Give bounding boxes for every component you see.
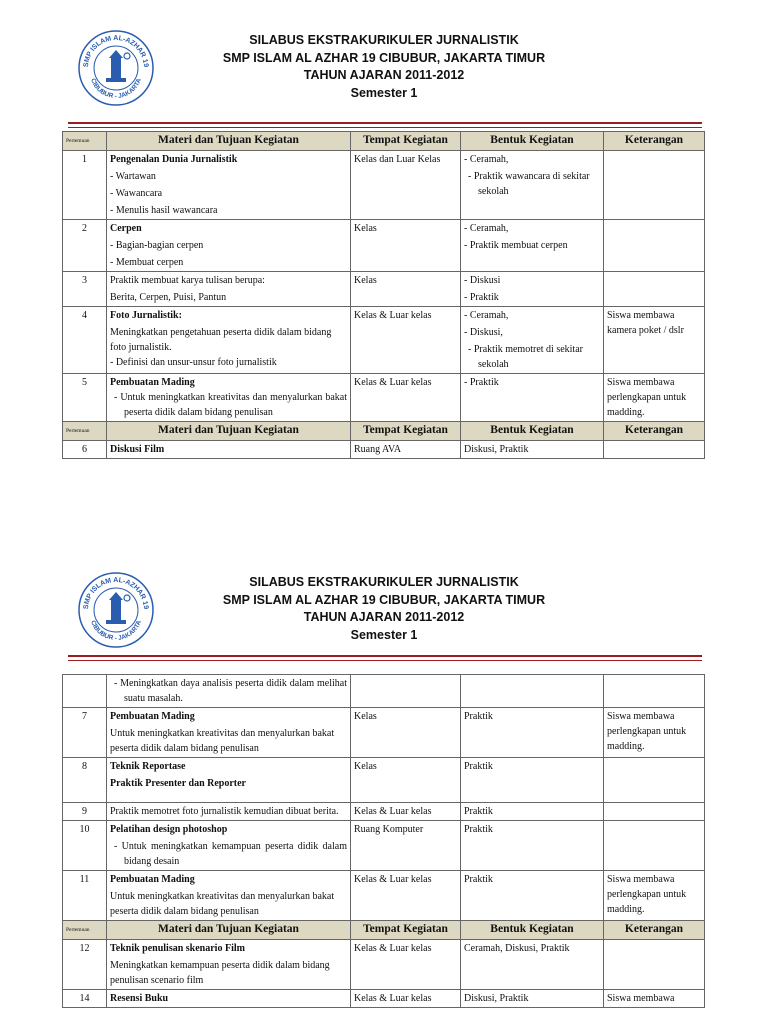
bentuk-cell: Praktik (461, 871, 604, 921)
bentuk-cell: Ceramah, Diskusi, Praktik (461, 940, 604, 990)
row-number: 14 (63, 990, 107, 1008)
tempat-cell: Kelas & Luar kelas (351, 940, 461, 990)
materi-cell (107, 758, 351, 803)
table-header-row (63, 132, 705, 151)
bentuk-cell (461, 675, 604, 708)
table-row (63, 821, 705, 871)
page-header (0, 562, 768, 672)
col-bentuk: Bentuk Kegiatan (461, 921, 604, 940)
row-number: 10 (63, 821, 107, 871)
table-header-row (63, 422, 705, 441)
topic-title: Cerpen (110, 223, 142, 234)
title-line-1: SILABUS EKSTRAKURIKULER JURNALISTIK (249, 575, 519, 589)
bentuk-cell: Praktik (461, 803, 604, 821)
row-number: 8 (63, 758, 107, 803)
materi-cell (107, 871, 351, 921)
activity-item: - Praktik memotret di sekitar sekolah (468, 344, 583, 370)
school-logo (76, 570, 156, 650)
col-pertemuan: Pertemuan (63, 132, 107, 151)
activity-item: - Ceramah, (464, 223, 509, 234)
row-number: 2 (63, 220, 107, 272)
topic-point: Meningkatkan kemampuan peserta didik dalam bidang penulisan scenario film (110, 960, 330, 986)
topic-title: Pelatihan design photoshop (110, 824, 228, 835)
materi-cell (107, 708, 351, 758)
topic-point: Berita, Cerpen, Puisi, Pantun (110, 292, 227, 303)
materi-cell (107, 940, 351, 990)
keterangan-cell (604, 675, 705, 708)
activity-item: - Diskusi, (464, 327, 503, 338)
col-tempat: Tempat Kegiatan (351, 132, 461, 151)
topic-title: Foto Jurnalistik: (110, 310, 182, 321)
keterangan-cell: Siswa membawa (604, 990, 705, 1008)
table-row (63, 871, 705, 921)
col-materi: Materi dan Tujuan Kegiatan (107, 921, 351, 940)
topic-point: - Wartawan (110, 171, 156, 182)
table-row (63, 307, 705, 374)
tempat-cell: Kelas & Luar kelas (351, 990, 461, 1008)
activity-item: - Praktik (464, 292, 499, 303)
keterangan-cell (604, 151, 705, 220)
row-number: 11 (63, 871, 107, 921)
bentuk-cell (461, 220, 604, 272)
materi-cell (107, 220, 351, 272)
keterangan-cell (604, 272, 705, 307)
row-number: 3 (63, 272, 107, 307)
tempat-cell: Kelas (351, 272, 461, 307)
keterangan-cell (604, 441, 705, 459)
col-materi: Materi dan Tujuan Kegiatan (107, 422, 351, 441)
table-row (63, 990, 705, 1008)
title-line-1: SILABUS EKSTRAKURIKULER JURNALISTIK (249, 33, 519, 47)
activity-item: - Ceramah, (464, 310, 509, 321)
row-number: 4 (63, 307, 107, 374)
bentuk-cell (461, 374, 604, 422)
document-title (180, 574, 588, 644)
header-divider (68, 655, 702, 661)
svg-text:SMP ISLAM AL-AZHAR 19: SMP ISLAM AL-AZHAR 19 (82, 34, 150, 68)
header-divider (68, 122, 702, 128)
row-number (63, 675, 107, 708)
materi-cell (107, 821, 351, 871)
topic-title: Praktik Presenter dan Reporter (110, 778, 246, 789)
col-tempat: Tempat Kegiatan (351, 422, 461, 441)
topic-point: Praktik membuat karya tulisan berupa: (110, 275, 265, 286)
col-pertemuan: Pertemuan (63, 422, 107, 441)
title-line-4: Semester 1 (350, 627, 418, 642)
materi-cell (107, 272, 351, 307)
table-row (63, 708, 705, 758)
activity-item: - Praktik wawancara di sekitar sekolah (468, 171, 590, 197)
table-row (63, 441, 705, 459)
school-logo (76, 28, 156, 108)
materi-cell (107, 307, 351, 374)
row-number: 1 (63, 151, 107, 220)
bentuk-cell (461, 272, 604, 307)
title-line-2: SMP ISLAM AL AZHAR 19 CIBUBUR, JAKARTA TIMUR (222, 50, 546, 65)
topic-title: Pembuatan Mading (110, 874, 195, 885)
col-bentuk: Bentuk Kegiatan (461, 132, 604, 151)
row-number: 12 (63, 940, 107, 990)
keterangan-cell (604, 803, 705, 821)
col-pertemuan: Pertemuan (63, 921, 107, 940)
materi-cell (107, 151, 351, 220)
title-line-2: SMP ISLAM AL AZHAR 19 CIBUBUR, JAKARTA TIMUR (222, 592, 546, 607)
activity-item: - Praktik (464, 377, 499, 388)
tempat-cell: Ruang AVA (351, 441, 461, 459)
table-row (63, 803, 705, 821)
table-row (63, 151, 705, 220)
materi-cell (107, 803, 351, 821)
col-bentuk: Bentuk Kegiatan (461, 422, 604, 441)
topic-point: Meningkatkan pengetahuan peserta didik dalam bidang foto jurnalistik. (110, 327, 332, 353)
title-line-3: TAHUN AJARAN 2011-2012 (303, 68, 465, 82)
materi-cell (107, 441, 351, 459)
row-number: 5 (63, 374, 107, 422)
col-keterangan: Keterangan (604, 921, 705, 940)
tempat-cell: Kelas & Luar kelas (351, 307, 461, 374)
row-number: 9 (63, 803, 107, 821)
bentuk-cell: Diskusi, Praktik (461, 441, 604, 459)
keterangan-cell (604, 758, 705, 803)
table-row (63, 675, 705, 708)
topic-point: - Untuk meningkatkan kreativitas dan menyalurkan bakat peserta didik dalam bidang penulisan (114, 392, 347, 418)
tempat-cell: Kelas (351, 220, 461, 272)
keterangan-cell (604, 220, 705, 272)
tempat-cell: Kelas & Luar kelas (351, 803, 461, 821)
keterangan-cell (604, 940, 705, 990)
activity-item: - Diskusi (464, 275, 501, 286)
bentuk-cell: Praktik (461, 708, 604, 758)
row-number: 7 (63, 708, 107, 758)
tempat-cell (351, 675, 461, 708)
activity-item: - Ceramah, (464, 154, 509, 165)
materi-cell (107, 675, 351, 708)
topic-point: Untuk meningkatkan kreativitas dan menyalurkan bakat peserta didik dalam bidang penulisan (110, 728, 335, 754)
col-tempat: Tempat Kegiatan (351, 921, 461, 940)
topic-point: - Bagian-bagian cerpen (110, 240, 204, 251)
topic-point: - Untuk meningkatkan kemampuan peserta didik dalam bidang desain (114, 841, 347, 867)
tempat-cell: Kelas dan Luar Kelas (351, 151, 461, 220)
topic-point: - Menulis hasil wawancara (110, 205, 218, 216)
col-materi: Materi dan Tujuan Kegiatan (107, 132, 351, 151)
table-header-row (63, 921, 705, 940)
keterangan-cell: Siswa membawa kamera poket / dslr (604, 307, 705, 374)
materi-cell (107, 374, 351, 422)
materi-cell (107, 990, 351, 1008)
tempat-cell: Kelas & Luar kelas (351, 374, 461, 422)
bentuk-cell (461, 151, 604, 220)
page-header (0, 20, 768, 130)
svg-text:SMP ISLAM AL-AZHAR 19: SMP ISLAM AL-AZHAR 19 (82, 576, 150, 610)
topic-title: Teknik Reportase (110, 761, 186, 772)
table-row (63, 272, 705, 307)
keterangan-cell: Siswa membawa perlengkapan untuk madding. (604, 871, 705, 921)
keterangan-cell: Siswa membawa perlengkapan untuk madding. (604, 374, 705, 422)
topic-title: Teknik penulisan skenario Film (110, 943, 245, 954)
svg-text:CIBUBUR - JAKARTA: CIBUBUR - JAKARTA (89, 77, 143, 101)
tempat-cell: Ruang Komputer (351, 821, 461, 871)
activity-item: - Praktik membuat cerpen (464, 240, 568, 251)
keterangan-cell (604, 821, 705, 871)
topic-point: - Definisi dan unsur-unsur foto jurnalistik (110, 357, 277, 368)
topic-point: - Membuat cerpen (110, 257, 184, 268)
topic-title: Pembuatan Mading (110, 377, 195, 388)
tempat-cell: Kelas & Luar kelas (351, 871, 461, 921)
topic-point: - Wawancara (110, 188, 163, 199)
col-keterangan: Keterangan (604, 132, 705, 151)
topic-title: Diskusi Film (110, 444, 165, 455)
topic-title: Pengenalan Dunia Jurnalistik (110, 154, 238, 165)
bentuk-cell (461, 307, 604, 374)
title-line-4: Semester 1 (350, 85, 418, 100)
bentuk-cell: Praktik (461, 758, 604, 803)
col-keterangan: Keterangan (604, 422, 705, 441)
document-title (180, 32, 588, 102)
table-row (63, 758, 705, 803)
title-line-3: TAHUN AJARAN 2011-2012 (303, 610, 465, 624)
topic-point: Praktik memotret foto jurnalistik kemudian dibuat berita. (110, 806, 339, 817)
bentuk-cell: Diskusi, Praktik (461, 990, 604, 1008)
topic-point: - Meningkatkan daya analisis peserta didik dalam melihat suatu masalah. (114, 678, 347, 704)
tempat-cell: Kelas (351, 758, 461, 803)
syllabus-table-page-1 (62, 131, 705, 459)
table-row (63, 374, 705, 422)
row-number: 6 (63, 441, 107, 459)
keterangan-cell: Siswa membawa perlengkapan untuk madding. (604, 708, 705, 758)
bentuk-cell: Praktik (461, 821, 604, 871)
topic-title: Pembuatan Mading (110, 711, 195, 722)
topic-point: Untuk meningkatkan kreativitas dan menyalurkan bakat peserta didik dalam bidang penulisan (110, 891, 335, 917)
table-row (63, 220, 705, 272)
syllabus-table-page-2 (62, 674, 705, 1008)
table-row (63, 940, 705, 990)
tempat-cell: Kelas (351, 708, 461, 758)
topic-title: Resensi Buku (110, 993, 169, 1004)
svg-text:CIBUBUR - JAKARTA: CIBUBUR - JAKARTA (89, 619, 143, 643)
